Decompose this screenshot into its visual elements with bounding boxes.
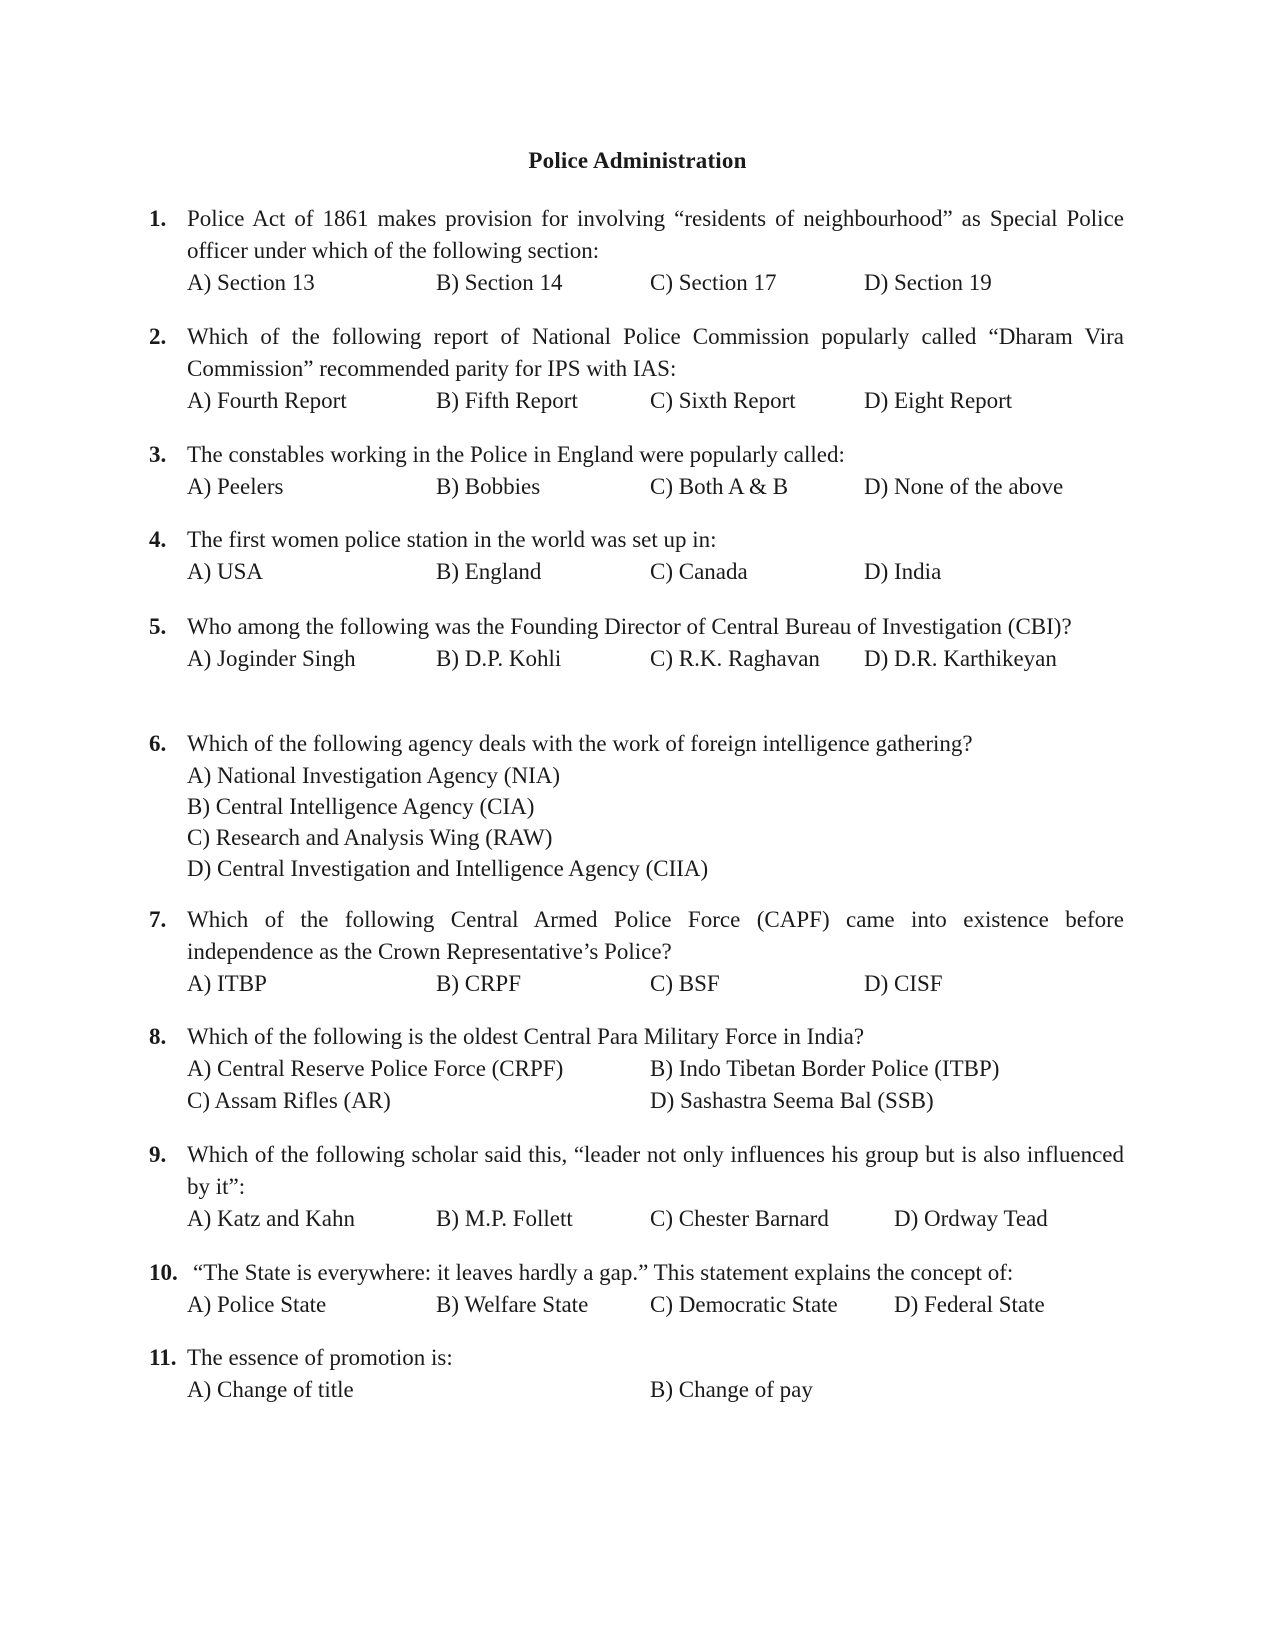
page-title: Police Administration <box>528 148 747 173</box>
question-number: 1. <box>149 206 167 231</box>
option-c[interactable]: C) Research and Analysis Wing (RAW) <box>187 825 553 850</box>
question-2 <box>149 321 1124 417</box>
question-text: Which of the following agency deals with the work of foreign intelligence gathering? <box>187 731 973 756</box>
options-row <box>187 1203 1124 1235</box>
question-number: 2. <box>149 324 167 349</box>
option-d[interactable]: D) India <box>864 559 942 584</box>
question-number: 7. <box>149 907 167 932</box>
option-d[interactable]: D) Sashastra Seema Bal (SSB) <box>650 1088 934 1113</box>
question-text: Which of the following report of National Police Commission popularly called “Dharam Vira Commission” recommended parity for IPS with IAS: <box>187 324 1124 381</box>
question-number: 9. <box>149 1142 167 1167</box>
question-8 <box>149 1021 1124 1117</box>
options-row <box>187 1374 1124 1406</box>
question-1 <box>149 203 1124 299</box>
option-d[interactable]: D) None of the above <box>864 474 1064 499</box>
option-c[interactable]: C) Democratic State <box>650 1292 838 1317</box>
option-b[interactable]: B) Welfare State <box>436 1292 589 1317</box>
question-text: Police Act of 1861 makes provision for involving “residents of neighbourhood” as Special Police officer under which of the following section: <box>187 206 1124 263</box>
option-c[interactable]: C) Canada <box>650 559 748 584</box>
question-text: Which of the following Central Armed Police Force (CAPF) came into existence before independence as the Crown Representative’s Police? <box>187 907 1124 964</box>
question-text: Which of the following scholar said this, “leader not only influences his group but is also influenced by it”: <box>187 1142 1124 1199</box>
option-d[interactable]: D) Federal State <box>894 1292 1045 1317</box>
option-d[interactable]: D) D.R. Karthikeyan <box>864 646 1057 671</box>
option-a[interactable]: A) Police State <box>187 1292 327 1317</box>
options-row <box>187 556 1124 588</box>
option-d[interactable]: D) Ordway Tead <box>894 1206 1048 1231</box>
options-row <box>187 385 1124 417</box>
question-number: 6. <box>149 731 167 756</box>
option-c[interactable]: C) Sixth Report <box>650 388 796 413</box>
option-a[interactable]: A) Section 13 <box>187 270 315 295</box>
option-a[interactable]: A) Katz and Kahn <box>187 1206 355 1231</box>
option-d[interactable]: D) Central Investigation and Intelligence Agency (CIIA) <box>187 856 709 881</box>
option-c[interactable]: C) Section 17 <box>650 270 777 295</box>
option-d[interactable]: D) CISF <box>864 971 943 996</box>
option-a[interactable]: A) Joginder Singh <box>187 646 356 671</box>
question-number: 5. <box>149 614 167 639</box>
option-b[interactable]: B) Bobbies <box>436 474 541 499</box>
question-7 <box>149 904 1124 1000</box>
question-number: 11. <box>149 1345 177 1370</box>
question-number: 3. <box>149 442 167 467</box>
question-text: The constables working in the Police in England were popularly called: <box>187 442 845 467</box>
question-text: Who among the following was the Founding Director of Central Bureau of Investigation (CBI)? <box>187 614 1072 639</box>
question-10 <box>149 1257 1124 1321</box>
question-text: The essence of promotion is: <box>187 1345 453 1370</box>
question-number: 4. <box>149 527 167 552</box>
option-b[interactable]: B) Change of pay <box>650 1377 813 1402</box>
question-6 <box>149 728 1124 884</box>
option-b[interactable]: B) CRPF <box>436 971 522 996</box>
question-9 <box>149 1139 1124 1235</box>
option-d[interactable]: D) Section 19 <box>864 270 992 295</box>
option-a[interactable]: A) Fourth Report <box>187 388 347 413</box>
question-number: 8. <box>149 1024 167 1049</box>
question-4 <box>149 524 1124 588</box>
option-a[interactable]: A) USA <box>187 559 264 584</box>
options-row <box>187 643 1124 675</box>
question-3 <box>149 439 1124 503</box>
options-row <box>187 1289 1124 1321</box>
options-row <box>187 471 1124 503</box>
option-c[interactable]: C) Chester Barnard <box>650 1206 829 1231</box>
option-c[interactable]: C) BSF <box>650 971 720 996</box>
option-c[interactable]: C) Assam Rifles (AR) <box>187 1088 391 1113</box>
option-b[interactable]: B) Central Intelligence Agency (CIA) <box>187 794 535 819</box>
option-a[interactable]: A) National Investigation Agency (NIA) <box>187 763 561 788</box>
options-list <box>187 760 1124 884</box>
option-b[interactable]: B) Indo Tibetan Border Police (ITBP) <box>650 1056 1000 1081</box>
option-b[interactable]: B) Section 14 <box>436 270 563 295</box>
question-text: The first women police station in the world was set up in: <box>187 527 717 552</box>
option-b[interactable]: B) Fifth Report <box>436 388 578 413</box>
option-a[interactable]: A) ITBP <box>187 971 267 996</box>
option-a[interactable]: A) Central Reserve Police Force (CRPF) <box>187 1056 564 1081</box>
question-number: 10. <box>149 1260 178 1285</box>
option-b[interactable]: B) M.P. Follett <box>436 1206 573 1231</box>
option-d[interactable]: D) Eight Report <box>864 388 1013 413</box>
options-row <box>187 1053 1124 1085</box>
option-a[interactable]: A) Peelers <box>187 474 284 499</box>
options-row <box>187 267 1124 299</box>
option-b[interactable]: B) D.P. Kohli <box>436 646 562 671</box>
options-row <box>187 1085 1124 1117</box>
option-c[interactable]: C) R.K. Raghavan <box>650 646 820 671</box>
option-b[interactable]: B) England <box>436 559 542 584</box>
option-a[interactable]: A) Change of title <box>187 1377 354 1402</box>
option-c[interactable]: C) Both A & B <box>650 474 789 499</box>
question-text: Which of the following is the oldest Central Para Military Force in India? <box>187 1024 865 1049</box>
question-text: “The State is everywhere: it leaves hardly a gap.” This statement explains the concept of: <box>193 1260 1014 1285</box>
question-11 <box>149 1342 1124 1406</box>
question-5 <box>149 611 1124 675</box>
options-row <box>187 968 1124 1000</box>
